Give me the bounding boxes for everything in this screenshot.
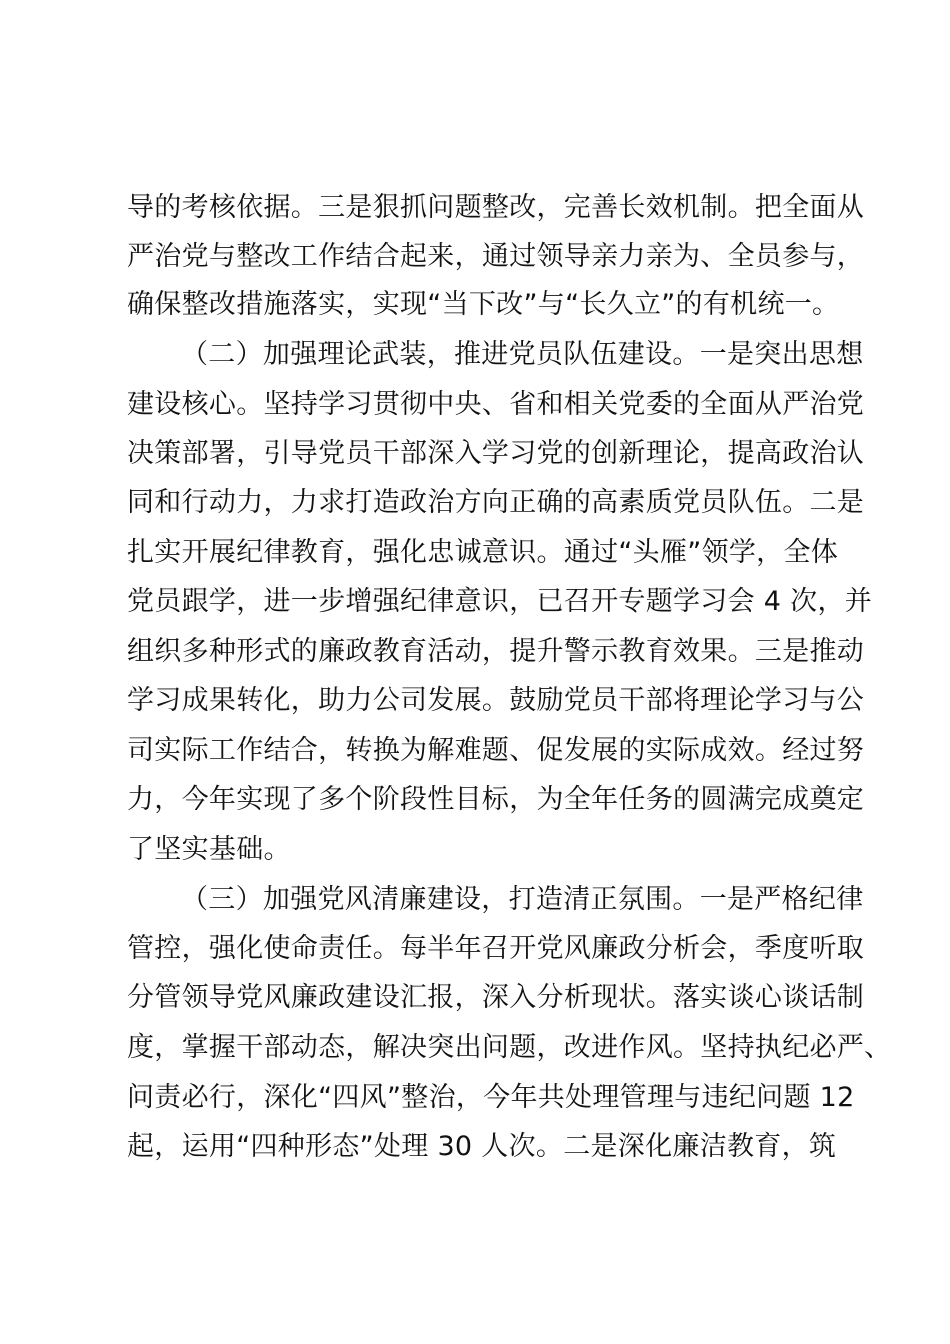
text-line: 问责必行，深化“四风”整治，今年共处理管理与违纪问题 12 [127, 1082, 855, 1113]
text-line: （三）加强党风清廉建设，打造清正氛围。一是严格纪律 [181, 884, 864, 915]
text-line: 力，今年实现了多个阶段性目标，为全年任务的圆满完成奠定 [127, 784, 865, 815]
text-line: 分管领导党风廉政建设汇报，深入分析现状。落实谈心谈话制 [127, 982, 865, 1013]
text-line: 扎实开展纪律教育，强化忠诚意识。通过“头雁”领学，全体 [127, 537, 839, 568]
text-line: （二）加强理论武装，推进党员队伍建设。一是突出思想 [181, 339, 864, 370]
text-line: 导的考核依据。三是狠抓问题整改，完善长效机制。把全面从 [127, 192, 865, 223]
text-line: 司实际工作结合，转换为解难题、促发展的实际成效。经过努 [127, 735, 865, 766]
text-line: 管控，强化使命责任。每半年召开党风廉政分析会，季度听取 [127, 933, 865, 964]
text-line: 决策部署，引导党员干部深入学习党的创新理论，提高政治认 [127, 438, 865, 469]
text-line: 党员跟学，进一步增强纪律意识，已召开专题学习会 4 次，并 [127, 586, 873, 617]
text-line: 度，掌握干部动态，解决突出问题，改进作风。坚持执纪必严、 [127, 1032, 892, 1063]
text-line: 严治党与整改工作结合起来，通过领导亲力亲为、全员参与， [127, 241, 865, 272]
text-line: 学习成果转化，助力公司发展。鼓励党员干部将理论学习与公 [127, 685, 865, 716]
text-line: 起，运用“四种形态”处理 30 人次。二是深化廉洁教育，筑 [127, 1131, 837, 1162]
text-line: 组织多种形式的廉政教育活动，提升警示教育效果。三是推动 [127, 636, 865, 667]
text-line: 确保整改措施落实，实现“当下改”与“长久立”的有机统一。 [127, 289, 840, 320]
text-line: 了坚实基础。 [127, 834, 291, 865]
text-line: 同和行动力，力求打造政治方向正确的高素质党员队伍。二是 [127, 487, 865, 518]
text-line: 建设核心。坚持学习贯彻中央、省和相关党委的全面从严治党 [127, 389, 865, 420]
